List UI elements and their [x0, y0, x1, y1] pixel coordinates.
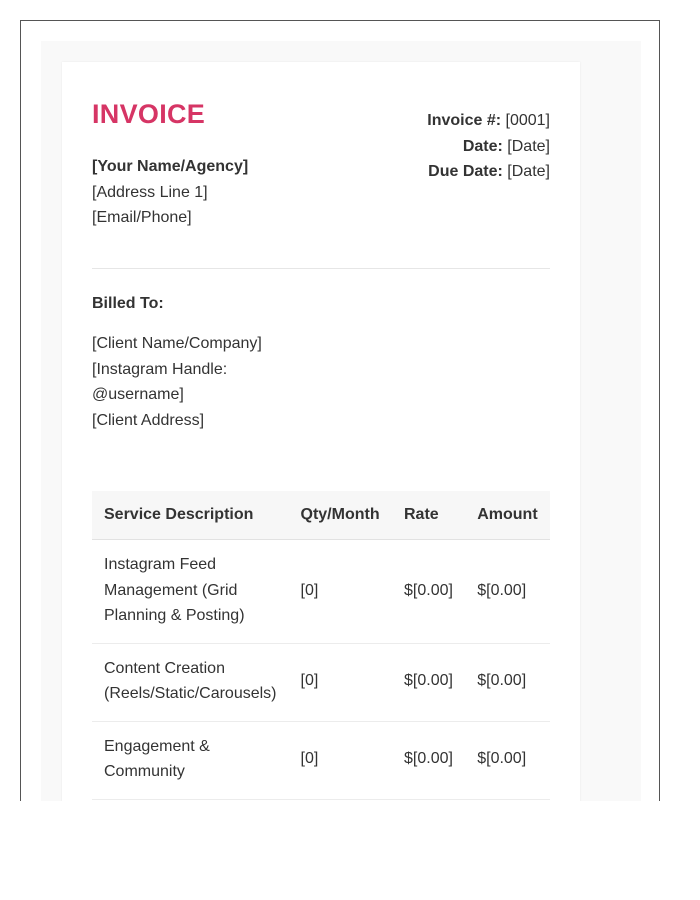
invoice-date-label: Date: — [462, 137, 503, 155]
row-rate: $[0.00] — [392, 721, 465, 799]
client-name: [Client Name/Company] — [92, 335, 262, 352]
row-description: Engagement & Community — [92, 721, 289, 799]
invoice-number-value: [0001] — [501, 112, 550, 129]
row-rate: $[0.00] — [392, 540, 465, 644]
services-table — [92, 491, 550, 800]
sender-address: [Address Line 1] — [92, 183, 208, 201]
document-frame — [20, 20, 660, 801]
header-divider — [92, 268, 550, 269]
column-header-description: Service Description — [92, 491, 289, 540]
invoice-due-line — [427, 159, 550, 185]
invoice-due-label: Due Date: — [428, 163, 503, 180]
invoice-meta — [427, 108, 550, 185]
invoice-number-label: Invoice #: — [427, 112, 502, 129]
invoice-due-value: [Date] — [502, 163, 550, 180]
client-handle: [Instagram Handle: @username] — [92, 360, 228, 403]
row-description: Content Creation (Reels/Static/Carousels) — [92, 643, 289, 721]
row-qty: [0] — [289, 540, 393, 644]
billed-to-details — [92, 331, 272, 433]
column-header-qty: Qty/Month — [289, 491, 393, 540]
sender-contact: [Email/Phone] — [92, 209, 192, 226]
row-rate: $[0.00] — [392, 643, 465, 721]
invoice-date-value: [Date] — [502, 137, 550, 155]
invoice-sheet — [62, 62, 580, 801]
sender-name: [Your Name/Agency] — [92, 158, 249, 175]
client-address: [Client Address] — [92, 411, 205, 429]
column-header-rate: Rate — [392, 491, 465, 540]
row-qty: [0] — [289, 643, 393, 721]
row-amount: $[0.00] — [465, 721, 550, 799]
row-amount: $[0.00] — [465, 540, 550, 644]
row-amount: $[0.00] — [465, 643, 550, 721]
row-description: Instagram Feed Management (Grid Planning & Posting) — [92, 540, 289, 644]
row-qty: [0] — [289, 721, 393, 799]
invoice-title: INVOICE — [92, 99, 206, 129]
table-row — [92, 540, 550, 644]
invoice-header — [92, 98, 550, 268]
billed-to-title: Billed To: — [92, 295, 164, 312]
invoice-number-line — [427, 108, 550, 134]
billed-to-block — [92, 294, 550, 433]
table-row — [92, 721, 550, 799]
table-header-row — [92, 491, 550, 540]
column-header-amount: Amount — [465, 491, 550, 540]
invoice-date-line — [427, 134, 550, 160]
sender-block — [92, 154, 248, 231]
table-row — [92, 643, 550, 721]
